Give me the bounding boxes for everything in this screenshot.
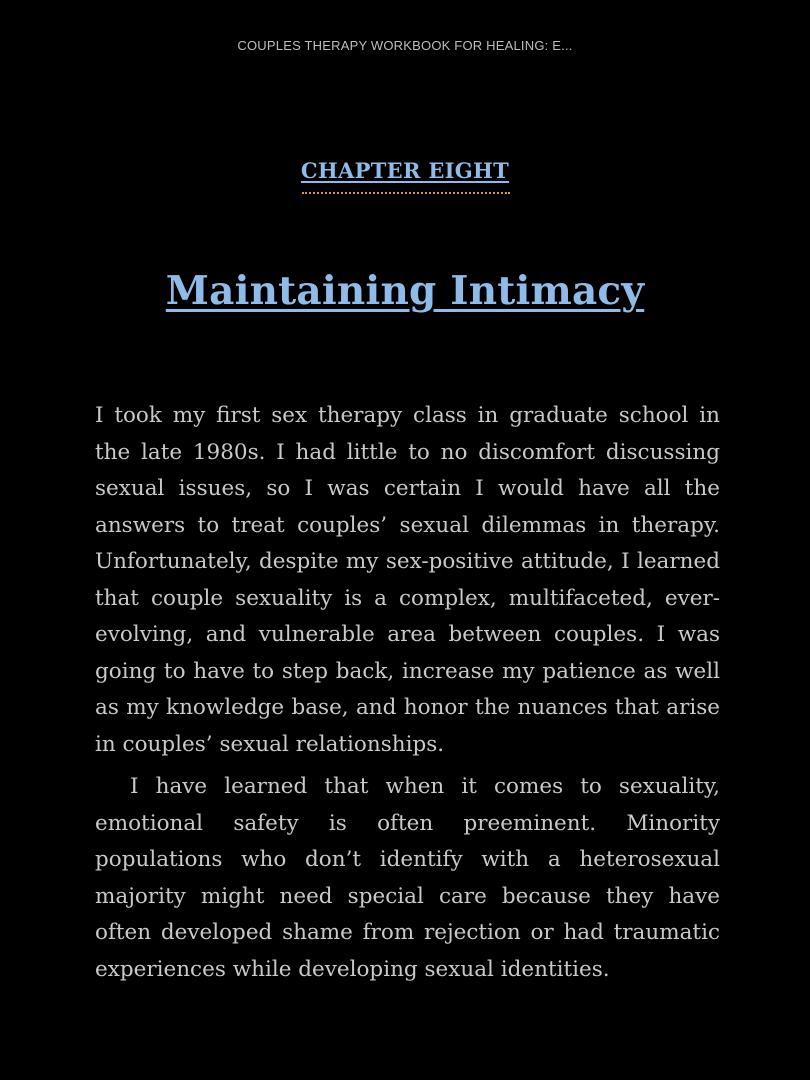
body-paragraph: I took my first sex therapy class in graduate school in the late 1980s. I had little to no discomfort discussing sexual issues, so I was certain I would have all the answers to treat couples’ sexual dilemmas in therapy. Unfortunately, despite my sex-positive attitude, I learned that couple sexuality is a complex, multifaceted, ever-evolving, and vulnerable area between couples. I was going to have to step back, increase my patience as well as my knowledge base, and honor the nuances that arise in couples’ sexual relationships. (95, 403, 720, 757)
chapter-title-link[interactable]: Maintaining Intimacy (165, 268, 645, 314)
book-title-header[interactable]: COUPLES THERAPY WORKBOOK FOR HEALING: E... (237, 38, 573, 53)
chapter-body-text (95, 398, 720, 988)
chapter-label-container (0, 158, 810, 183)
chapter-label-link[interactable]: CHAPTER EIGHT (300, 158, 510, 183)
chapter-title-container (0, 268, 810, 314)
chapter-dotted-divider (302, 192, 510, 194)
body-paragraph: I have learned that when it comes to sexuality, emotional safety is often preeminent. Minority populations who don’t identify with a heterosexual majority might need special care because they have often developed shame from rejection or had traumatic experiences while developing sexual identities. (95, 774, 720, 982)
